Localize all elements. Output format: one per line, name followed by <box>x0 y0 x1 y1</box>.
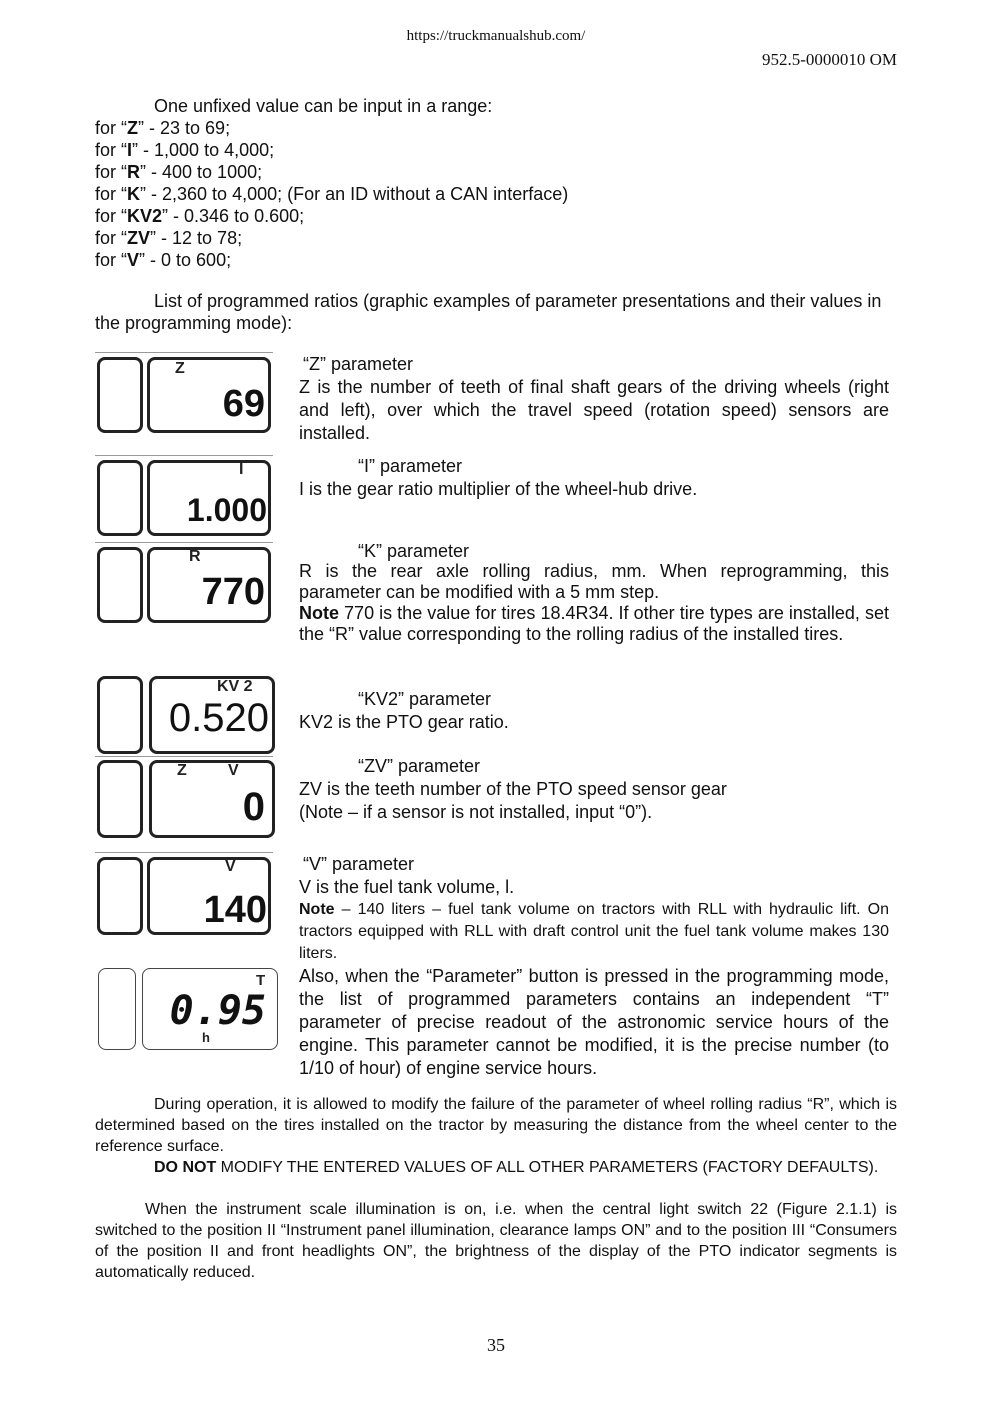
note-label: Note <box>299 603 339 623</box>
display-value: 0.95 <box>169 988 266 1034</box>
display-left-segment <box>97 357 143 433</box>
param-r-text: R is the rear axle rolling radius, mm. When reprogramming, this parameter can be modified with a 5 mm step. Note 770 is the value for tires 18.4R34. If other tire types are installed, set the “R” value corresponding to the rolling radius of the installed tires. <box>299 561 889 644</box>
display-z <box>95 352 275 438</box>
display-i <box>95 455 275 541</box>
display-code: KV 2 <box>217 678 253 695</box>
page-number: 35 <box>487 1335 505 1355</box>
display-unit: h <box>202 1030 210 1045</box>
param-zv-title: “ZV” parameter <box>358 756 481 776</box>
display-r <box>95 542 275 628</box>
warning-paragraph: DO NOT MODIFY THE ENTERED VALUES OF ALL OTHER PARAMETERS (FACTORY DEFAULTS). <box>154 1159 879 1176</box>
display-code: Z <box>175 360 185 377</box>
display-kv2 <box>95 672 277 756</box>
range-item: for “V” - 0 to 600; <box>95 250 232 270</box>
range-item: for “ZV” - 12 to 78; <box>95 228 243 248</box>
param-v-text: V is the fuel tank volume, l. <box>299 877 515 897</box>
list-intro: List of programmed ratios (graphic examples of parameter presentations and their values in the programming mode): <box>95 291 882 333</box>
param-kv2-title: “KV2” parameter <box>358 689 492 709</box>
display-left-segment <box>97 547 143 623</box>
param-v-title: “V” parameter <box>303 854 415 874</box>
param-z-title: “Z” parameter <box>303 354 414 374</box>
display-value: 770 <box>201 571 265 613</box>
note-label: Note <box>299 901 335 918</box>
display-left-segment <box>97 676 143 754</box>
display-value: 140 <box>203 889 267 931</box>
display-value: 1.000 <box>186 492 267 528</box>
param-t-text: Also, when the “Parameter” button is pressed in the programming mode, the list of programmed parameters contains an independent “T” parameter of precise readout of the astronomic service hours of the engine. This parameter cannot be modified, it is the precise number (to 1/10 of hour) of engine service hours. <box>299 966 889 1078</box>
range-item: for “KV2” - 0.346 to 0.600; <box>95 206 305 226</box>
display-left-segment <box>98 968 136 1050</box>
param-i-text: I is the gear ratio multiplier of the wheel-hub drive. <box>299 479 698 499</box>
display-t <box>98 968 280 1054</box>
param-i-title: “I” parameter <box>358 456 463 476</box>
param-z-text: Z is the number of teeth of final shaft gears of the driving wheels (right and left), over which the travel speed (rotation speed) sensors are installed. <box>299 377 889 443</box>
operation-paragraph: During operation, it is allowed to modify the failure of the parameter of wheel rolling radius “R”, which is determined based on the tires installed on the tractor by measuring the distance from the wheel center to the reference surface. <box>95 1096 897 1155</box>
ranges-list <box>95 117 568 271</box>
display-v <box>95 852 275 940</box>
param-v-note: Note – 140 liters – fuel tank volume on tractors with RLL with hydraulic lift. On tractors equipped with RLL with draft control unit the fuel tank volume makes 130 liters. <box>299 901 889 962</box>
display-code: T <box>256 972 266 989</box>
header-url: https://truckmanualshub.com/ <box>406 28 586 44</box>
range-item: for “R” - 400 to 1000; <box>95 162 263 182</box>
warning-label: DO NOT <box>154 1159 217 1176</box>
display-code: V <box>225 858 236 875</box>
range-item: for “K” - 2,360 to 4,000; (For an ID without a CAN interface) <box>95 184 569 204</box>
param-r-title: “K” parameter <box>358 541 470 561</box>
display-code-z: Z <box>177 762 187 779</box>
ranges-intro: One unfixed value can be input in a range: <box>154 96 493 116</box>
display-zv <box>95 756 277 840</box>
display-code: R <box>189 548 201 565</box>
range-item: for “I” - 1,000 to 4,000; <box>95 140 275 160</box>
illumination-paragraph: When the instrument scale illumination is on, i.e. when the central light switch 22 (Figure 2.1.1) is switched to the position II “Instrument panel illumination, clearance lamps ON” and to the position III “Consumers of the position II and front headlights ON”, the brightness of the display of the PTO indicator segments is automatically reduced. <box>95 1201 897 1281</box>
param-kv2-text: KV2 is the PTO gear ratio. <box>299 712 509 732</box>
display-left-segment <box>97 857 143 935</box>
display-left-segment <box>97 460 143 536</box>
document-code: 952.5-0000010 OM <box>761 50 897 69</box>
display-left-segment <box>97 760 143 838</box>
display-value: 69 <box>222 383 265 425</box>
param-zv-text: ZV is the teeth number of the PTO speed sensor gear (Note – if a sensor is not installed, input “0”). <box>299 779 727 822</box>
display-value: 0.520 <box>168 696 269 740</box>
range-item: for “Z” - 23 to 69; <box>95 118 231 138</box>
display-code: I <box>239 461 244 478</box>
display-value: 0 <box>242 785 265 829</box>
display-code-v: V <box>228 762 239 779</box>
